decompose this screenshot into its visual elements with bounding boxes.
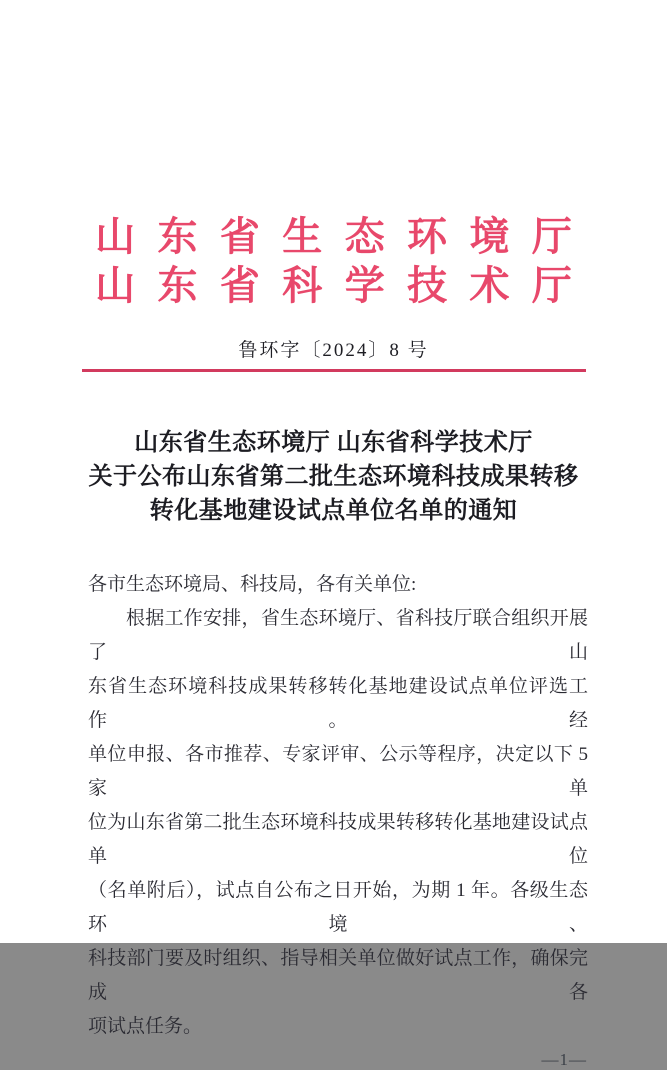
paragraph-line: 东省生态环境科技成果转移转化基地建设试点单位评选工作。经 xyxy=(88,676,588,731)
notice-title xyxy=(0,426,667,528)
notice-title-line-2: 关于公布山东省第二批生态环境科技成果转移 xyxy=(88,464,579,490)
paragraph-line: 科技部门要及时组织、指导相关单位做好试点工作，确保完成各 xyxy=(88,948,588,1003)
paragraph-line: 项试点任务。 xyxy=(88,1016,203,1037)
paragraph-line: 根据工作安排，省生态环境厅、省科技厅联合组织开展了山 xyxy=(88,608,588,663)
letterhead-org-line-1: 山东省生态环境厅 xyxy=(95,214,595,259)
notice-body xyxy=(88,568,588,1044)
salutation-line: 各市生态环境局、科技局，各有关单位: xyxy=(88,574,417,595)
document-number: 鲁环字〔2024〕8 号 xyxy=(238,340,429,361)
red-divider-rule xyxy=(82,369,586,372)
paragraph-line: 单位申报、各市推荐、专家评审、公示等程序，决定以下 5 家单 xyxy=(88,744,588,799)
letterhead-org-line-2: 山东省科学技术厅 xyxy=(95,263,595,308)
body-paragraph xyxy=(88,602,588,1044)
notice-title-line-3: 转化基地建设试点单位名单的通知 xyxy=(149,498,518,524)
paragraph-line: 位为山东省第二批生态环境科技成果转移转化基地建设试点单位 xyxy=(88,812,588,867)
page-number: —1— xyxy=(541,1050,587,1069)
letterhead xyxy=(0,0,667,310)
paragraph-line: （名单附后），试点自公布之日开始，为期 1 年。各级生态环境、 xyxy=(88,880,588,935)
notice-title-line-1: 山东省生态环境厅 山东省科学技术厅 xyxy=(134,430,533,456)
